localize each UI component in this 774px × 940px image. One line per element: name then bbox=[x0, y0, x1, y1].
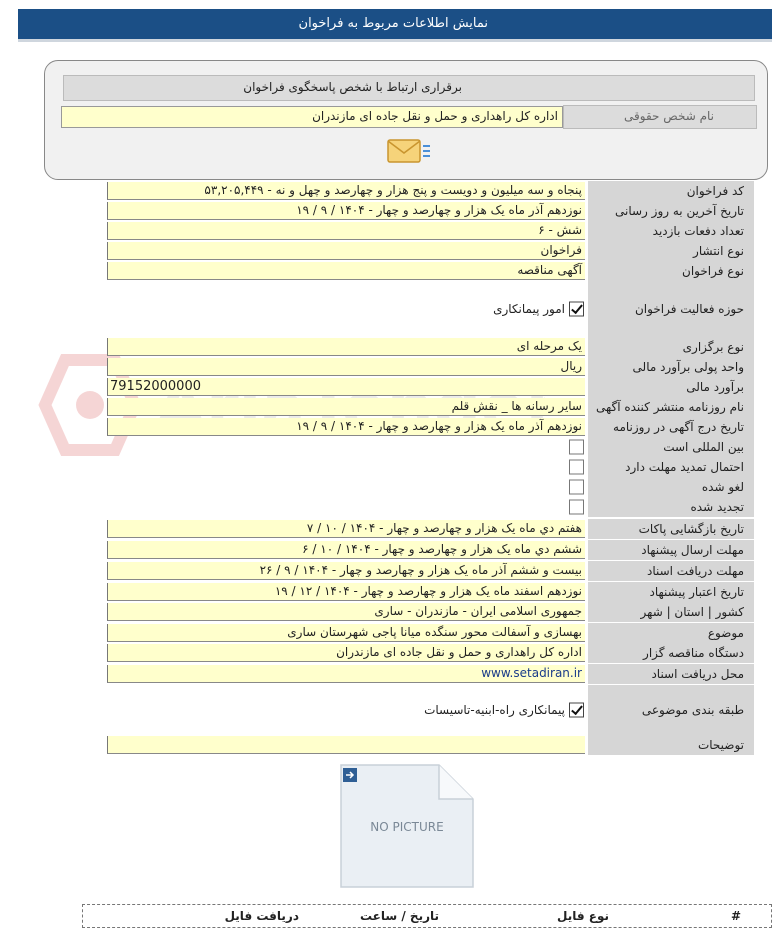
field-extension bbox=[107, 457, 754, 477]
field-location-value: جمهوری اسلامی ایران - مازندران - ساری bbox=[107, 603, 585, 621]
field-notes-value bbox=[107, 736, 585, 754]
field-estimate-value: 79152000000 bbox=[107, 378, 585, 396]
field-international-label: بین المللی است bbox=[588, 437, 754, 458]
field-code-value: ۵۳,۲۰۵,۴۴۹ - پنجاه و سه میلیون و دویست و پنج هزار و چهارصد و چهل و نه bbox=[107, 182, 585, 200]
files-col-index: # bbox=[730, 909, 741, 923]
field-docs-place-label: محل دریافت اسناد bbox=[588, 664, 754, 685]
field-validity-value: ۱۹ / ۱۲ / ۱۴۰۴ - نوزدهم اسفند ماه یک هزار و چهارصد و چهار bbox=[107, 583, 585, 601]
field-cancelled bbox=[107, 477, 754, 497]
field-location-label: کشور | استان | شهر bbox=[588, 602, 754, 623]
files-table-header bbox=[82, 904, 772, 928]
field-visits bbox=[107, 221, 754, 241]
field-docs-deadline bbox=[107, 561, 754, 581]
field-currency-label: واحد پولی برآورد مالی bbox=[588, 357, 754, 378]
field-estimate bbox=[107, 377, 754, 397]
field-newspaper-label: نام روزنامه منتشر کننده آگهی bbox=[588, 397, 754, 418]
field-renewed-label: تجدید شده bbox=[588, 497, 754, 518]
field-category bbox=[107, 685, 754, 735]
page-header bbox=[18, 9, 772, 42]
extension-checkbox[interactable] bbox=[569, 460, 584, 475]
activity-option: امور پیمانکاری bbox=[493, 302, 565, 316]
activity-checkbox[interactable] bbox=[569, 302, 584, 317]
files-col-type: نوع فایل bbox=[557, 909, 609, 923]
field-opening-date-value: ۷ / ۱۰ / ۱۴۰۴ - هفتم دي ماه یک هزار و چهارصد و چهار bbox=[107, 520, 585, 538]
field-activity-label: حوزه فعالیت فراخوان bbox=[588, 281, 754, 338]
field-cancelled-label: لغو شده bbox=[588, 477, 754, 498]
field-submit-deadline-value: ۶ / ۱۰ / ۱۴۰۴ - ششم دي ماه یک هزار و چهارصد و چهار bbox=[107, 541, 585, 559]
field-docs-place bbox=[107, 664, 754, 684]
field-currency-value: ریال bbox=[107, 358, 585, 376]
field-organizer-label: دستگاه مناقصه گزار bbox=[588, 643, 754, 664]
field-call-type bbox=[107, 261, 754, 281]
page-title: نمایش اطلاعات مربوط به فراخوان bbox=[298, 16, 488, 31]
field-subject bbox=[107, 623, 754, 643]
field-location bbox=[107, 602, 754, 622]
legal-entity-value-text: اداره کل راهداری و حمل و نقل جاده ای مازندران bbox=[312, 109, 558, 123]
field-opening-date bbox=[107, 519, 754, 539]
field-renewed bbox=[107, 497, 754, 517]
field-estimate-label: برآورد مالی bbox=[588, 377, 754, 398]
field-last-update-value: ۱۹ / ۹ / ۱۴۰۴ - نوزدهم آذر ماه یک هزار و چهارصد و چهار bbox=[107, 202, 585, 220]
envelope-icon[interactable] bbox=[386, 135, 432, 169]
field-opening-date-label: تاریخ بازگشایی پاکات bbox=[588, 519, 754, 540]
field-docs-deadline-value: ۲۶ / ۹ / ۱۴۰۴ - بیست و ششم آذر ماه یک هزار و چهارصد و چهار bbox=[107, 562, 585, 580]
field-holding-type-label: نوع برگزاری bbox=[588, 337, 754, 358]
field-newspaper-date-value: ۱۹ / ۹ / ۱۴۰۴ - نوزدهم آذر ماه یک هزار و چهارصد و چهار bbox=[107, 418, 585, 436]
contact-panel bbox=[44, 60, 768, 180]
no-picture-text: NO PICTURE bbox=[370, 820, 444, 834]
cancelled-checkbox[interactable] bbox=[569, 480, 584, 495]
category-checkbox[interactable] bbox=[569, 703, 584, 718]
field-extension-label: احتمال تمدید مهلت دارد bbox=[588, 457, 754, 478]
field-category-label: طبقه بندی موضوعی bbox=[588, 685, 754, 736]
field-visits-value: ۶ - شش bbox=[107, 222, 585, 240]
category-option: پیمانکاری راه-ابنیه-تاسیسات bbox=[424, 703, 565, 717]
field-code-label: کد فراخوان bbox=[588, 181, 754, 202]
field-code bbox=[107, 181, 754, 201]
field-docs-deadline-label: مهلت دریافت اسناد bbox=[588, 561, 754, 582]
legal-entity-label-text: نام شخص حقوقی bbox=[624, 109, 714, 123]
field-publish-type-value: فراخوان bbox=[107, 242, 585, 260]
field-visits-label: تعداد دفعات بازدید bbox=[588, 221, 754, 242]
no-picture-image bbox=[337, 763, 477, 889]
field-publish-type bbox=[107, 241, 754, 261]
international-checkbox[interactable] bbox=[569, 440, 584, 455]
field-notes-label: توضیحات bbox=[588, 735, 754, 756]
field-validity-label: تاریخ اعتبار پیشنهاد bbox=[588, 582, 754, 603]
field-international bbox=[107, 437, 754, 457]
field-currency bbox=[107, 357, 754, 377]
files-col-datetime: تاریخ / ساعت bbox=[359, 909, 439, 923]
contact-title-bar bbox=[63, 75, 755, 101]
field-newspaper-date bbox=[107, 417, 754, 437]
field-holding-type-value: یک مرحله ای bbox=[107, 338, 585, 356]
files-col-download: دریافت فایل bbox=[224, 909, 299, 923]
field-subject-value: بهسازی و آسفالت محور سنگده میانا پاجی شهرستان ساری bbox=[107, 624, 585, 642]
field-submit-deadline-label: مهلت ارسال پیشنهاد bbox=[588, 540, 754, 561]
field-publish-type-label: نوع انتشار bbox=[588, 241, 754, 262]
renewed-checkbox[interactable] bbox=[569, 500, 584, 515]
field-holding-type bbox=[107, 337, 754, 357]
contact-title: برقراری ارتباط با شخص پاسخگوی فراخوان bbox=[243, 80, 462, 94]
field-docs-place-value[interactable]: www.setadiran.ir bbox=[107, 665, 585, 683]
field-newspaper bbox=[107, 397, 754, 417]
field-submit-deadline bbox=[107, 540, 754, 560]
field-last-update-label: تاریخ آخرین به روز رسانی bbox=[588, 201, 754, 222]
field-organizer-value: اداره کل راهداری و حمل و نقل جاده ای مازندران bbox=[107, 644, 585, 662]
field-newspaper-date-label: تاریخ درج آگهی در روزنامه bbox=[588, 417, 754, 438]
field-call-type-value: آگهی مناقصه bbox=[107, 262, 585, 280]
field-newspaper-value: سایر رسانه ها _ نقش قلم bbox=[107, 398, 585, 416]
legal-entity-value bbox=[61, 106, 563, 128]
legal-entity-label bbox=[563, 105, 757, 129]
field-last-update bbox=[107, 201, 754, 221]
field-notes bbox=[107, 735, 754, 755]
field-organizer bbox=[107, 643, 754, 663]
field-subject-label: موضوع bbox=[588, 623, 754, 644]
field-call-type-label: نوع فراخوان bbox=[588, 261, 754, 282]
field-validity bbox=[107, 582, 754, 602]
field-activity bbox=[107, 281, 754, 337]
